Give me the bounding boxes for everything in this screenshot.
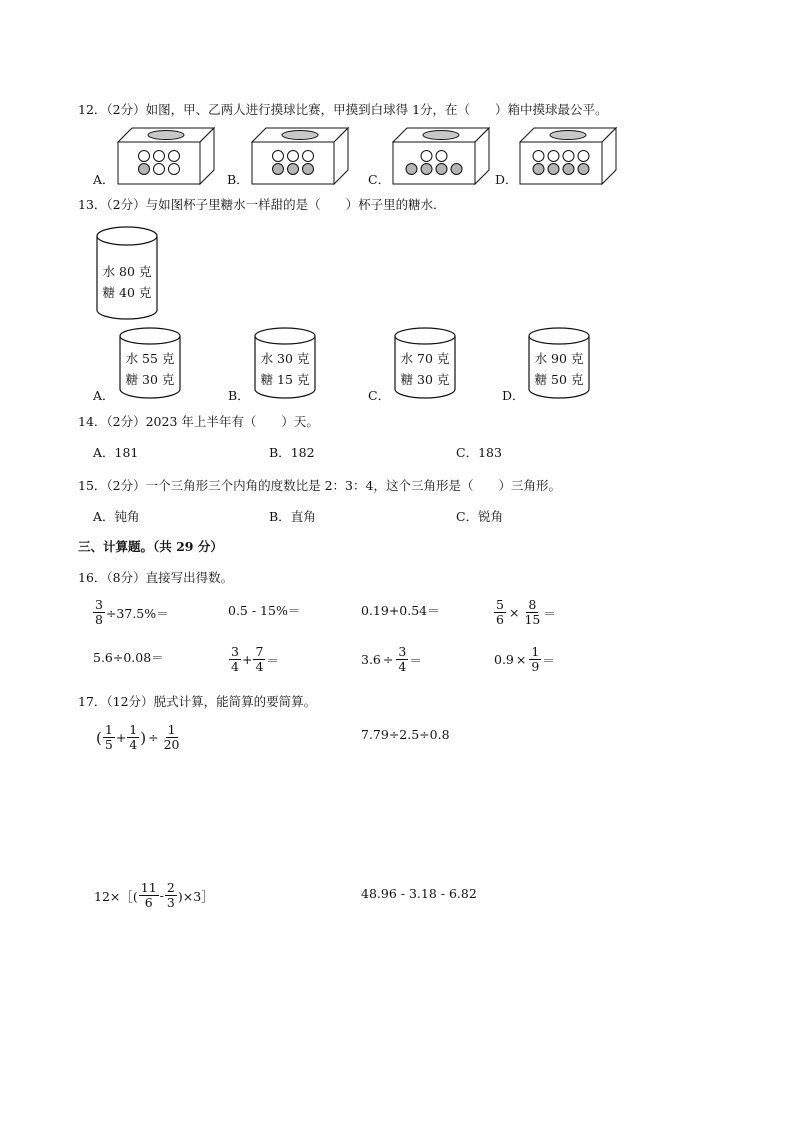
white-ball bbox=[273, 151, 284, 162]
white-ball bbox=[154, 164, 165, 175]
close-paren: ) bbox=[140, 728, 147, 747]
expression-rest: ÷37.5%＝ bbox=[105, 605, 169, 621]
option-label: B． bbox=[269, 445, 291, 460]
white-ball bbox=[154, 151, 165, 162]
grey-ball bbox=[421, 164, 432, 175]
q12-balls-a bbox=[118, 126, 218, 186]
fraction bbox=[162, 723, 182, 752]
option-label: A． bbox=[93, 509, 115, 524]
operator: + bbox=[241, 652, 253, 667]
cup-c-label bbox=[394, 348, 456, 390]
q16-item-2: 0.5 - 15%＝ bbox=[228, 603, 301, 618]
q13-option-c-label[interactable]: C． bbox=[368, 388, 391, 403]
operand: 3.6 bbox=[361, 652, 381, 667]
numerator: 3 bbox=[231, 644, 239, 659]
grey-ball bbox=[563, 164, 574, 175]
q16-item-7 bbox=[361, 645, 422, 674]
cup-a-sugar: 糖 30 克 bbox=[125, 372, 175, 387]
open-paren: ( bbox=[96, 728, 102, 747]
operator: + bbox=[115, 730, 127, 745]
reference-sugar: 糖 40 克 bbox=[102, 285, 152, 300]
q12-option-c-label[interactable]: C． bbox=[368, 172, 391, 187]
equals: ＝ bbox=[409, 652, 422, 668]
fraction bbox=[139, 881, 159, 910]
q14-option-c[interactable] bbox=[456, 445, 502, 461]
equals: ＝ bbox=[542, 652, 555, 668]
white-ball bbox=[563, 151, 574, 162]
numerator: 2 bbox=[166, 880, 175, 895]
question-text: 与如图杯子里糖水一样甜的是（ ）杯子里的糖水． bbox=[145, 197, 446, 212]
equals: ＝ bbox=[266, 652, 279, 668]
question-number: 12． bbox=[78, 102, 107, 117]
question-text: 脱式计算，能简算的要简算。 bbox=[153, 694, 317, 709]
q16-item-4 bbox=[493, 598, 556, 627]
question-text: 一个三角形三个内角的度数比是 2：3：4，这个三角形是（ ）三角形。 bbox=[145, 478, 561, 493]
cup-d-sugar: 糖 50 克 bbox=[534, 372, 584, 387]
denominator: 5 bbox=[104, 737, 113, 752]
q12-balls-d bbox=[520, 126, 620, 186]
reference-water: 水 80 克 bbox=[102, 264, 152, 279]
option-label: A． bbox=[93, 445, 115, 460]
question-points: （12分） bbox=[106, 694, 154, 709]
denominator: 4 bbox=[255, 659, 264, 674]
q12-option-a-label[interactable]: A． bbox=[93, 172, 115, 187]
grey-ball bbox=[548, 164, 559, 175]
numerator: 1 bbox=[129, 722, 138, 737]
grey-ball bbox=[288, 164, 299, 175]
grey-ball bbox=[451, 164, 462, 175]
operator: - bbox=[159, 888, 164, 903]
denominator: 6 bbox=[496, 612, 504, 627]
q13-option-a-label[interactable]: A． bbox=[93, 388, 115, 403]
equals: ＝ bbox=[543, 605, 556, 621]
fraction bbox=[229, 645, 241, 674]
white-ball bbox=[288, 151, 299, 162]
option-value: 181 bbox=[114, 445, 139, 460]
question-text: 如图，甲、乙两人进行摸球比赛，甲摸到白球得 1分，在（ ）箱中摸球最公平。 bbox=[145, 102, 608, 117]
option-value: 183 bbox=[478, 445, 502, 460]
q14-option-b[interactable] bbox=[269, 445, 315, 461]
denominator: 6 bbox=[144, 895, 153, 910]
denominator: 8 bbox=[95, 612, 103, 627]
cup-d-water: 水 90 克 bbox=[534, 351, 584, 366]
denominator: 3 bbox=[166, 895, 175, 910]
q13-stem bbox=[78, 197, 446, 213]
question-points: （8分） bbox=[106, 570, 146, 585]
white-ball bbox=[139, 151, 150, 162]
denominator: 15 bbox=[524, 612, 541, 627]
q16-stem bbox=[78, 570, 233, 586]
option-label: C． bbox=[456, 509, 479, 524]
white-ball bbox=[421, 151, 432, 162]
cup-a-water: 水 55 克 bbox=[125, 351, 175, 366]
question-number: 14． bbox=[78, 414, 107, 429]
question-number: 16． bbox=[78, 570, 107, 585]
q16-item-1 bbox=[92, 598, 169, 627]
question-number: 15． bbox=[78, 478, 107, 493]
q16-item-6 bbox=[228, 645, 279, 674]
fraction bbox=[522, 598, 542, 627]
question-points: （2分） bbox=[106, 197, 146, 212]
numerator: 5 bbox=[496, 597, 504, 612]
white-ball bbox=[578, 151, 589, 162]
denominator: 9 bbox=[531, 659, 540, 674]
q15-stem bbox=[78, 478, 561, 494]
q12-balls-b bbox=[252, 126, 352, 186]
q17-stem bbox=[78, 694, 316, 710]
cup-d-label bbox=[528, 348, 590, 390]
grey-ball bbox=[273, 164, 284, 175]
fraction bbox=[529, 645, 541, 674]
reference-cup-label bbox=[96, 261, 158, 303]
option-value: 直角 bbox=[290, 509, 316, 524]
cup-c-water: 水 70 克 bbox=[400, 351, 450, 366]
grey-ball bbox=[406, 164, 417, 175]
question-points: （2分） bbox=[106, 478, 146, 493]
white-ball bbox=[303, 151, 314, 162]
question-text: 2023 年上半年有（ ）天。 bbox=[145, 414, 319, 429]
question-points: （2分） bbox=[106, 414, 146, 429]
fraction bbox=[396, 645, 408, 674]
q15-option-b[interactable] bbox=[269, 509, 316, 525]
operator: × bbox=[508, 605, 520, 620]
q16-item-8 bbox=[494, 645, 555, 674]
question-text: 直接写出得数。 bbox=[145, 570, 234, 585]
numerator: 7 bbox=[255, 644, 264, 659]
q15-option-c[interactable] bbox=[456, 509, 503, 525]
option-label: B． bbox=[269, 509, 291, 524]
operator: ÷ bbox=[148, 730, 159, 745]
q13-option-d-label[interactable]: D． bbox=[502, 388, 525, 403]
fraction bbox=[165, 881, 177, 910]
expression-prefix: 12×［( bbox=[94, 888, 138, 904]
q17-expression-1 bbox=[96, 723, 183, 752]
denominator: 4 bbox=[129, 737, 138, 752]
expression-suffix: )×3］ bbox=[177, 888, 214, 904]
q16-item-5: 5.6÷0.08＝ bbox=[93, 650, 164, 665]
denominator: 4 bbox=[398, 659, 407, 674]
white-ball bbox=[548, 151, 559, 162]
q17-expression-3 bbox=[94, 881, 214, 910]
q16-item-3: 0.19+0.54＝ bbox=[361, 603, 440, 618]
q14-option-a[interactable] bbox=[93, 445, 138, 461]
question-number: 17． bbox=[78, 694, 107, 709]
question-points: （2分） bbox=[106, 102, 146, 117]
q12-option-d-label[interactable]: D． bbox=[495, 172, 518, 187]
q17-expression-4: 48.96 - 3.18 - 6.82 bbox=[361, 886, 477, 901]
operator: ÷ bbox=[382, 652, 394, 667]
q14-stem bbox=[78, 414, 319, 430]
grey-ball bbox=[139, 164, 150, 175]
white-ball bbox=[436, 151, 447, 162]
option-value: 182 bbox=[290, 445, 315, 460]
white-ball bbox=[533, 151, 544, 162]
fraction bbox=[253, 645, 265, 674]
numerator: 3 bbox=[398, 644, 407, 659]
denominator: 20 bbox=[163, 737, 180, 752]
q12-balls-c bbox=[393, 126, 493, 186]
white-ball bbox=[169, 164, 180, 175]
question-number: 13． bbox=[78, 197, 107, 212]
cup-b-sugar: 糖 15 克 bbox=[260, 372, 310, 387]
operand: 0.9 bbox=[494, 652, 514, 667]
fraction bbox=[494, 598, 506, 627]
q12-option-b-label[interactable]: B． bbox=[227, 172, 249, 187]
cup-a-label bbox=[119, 348, 181, 390]
numerator: 1 bbox=[104, 722, 113, 737]
grey-ball bbox=[578, 164, 589, 175]
q15-option-a[interactable] bbox=[93, 509, 140, 525]
fraction bbox=[93, 598, 105, 627]
numerator: 1 bbox=[531, 644, 540, 659]
denominator: 4 bbox=[231, 659, 239, 674]
numerator: 11 bbox=[140, 880, 157, 895]
cup-c-sugar: 糖 30 克 bbox=[400, 372, 450, 387]
fraction bbox=[127, 723, 139, 752]
cup-b-water: 水 30 克 bbox=[260, 351, 310, 366]
option-value: 锐角 bbox=[478, 509, 504, 524]
numerator: 1 bbox=[167, 722, 176, 737]
q13-option-b-label[interactable]: B． bbox=[228, 388, 250, 403]
grey-ball bbox=[533, 164, 544, 175]
section-title: 三、计算题。（共 29 分） bbox=[78, 539, 223, 554]
fraction bbox=[103, 723, 115, 752]
numerator: 8 bbox=[528, 597, 537, 612]
numerator: 3 bbox=[95, 597, 103, 612]
q12-stem bbox=[78, 102, 608, 118]
white-ball bbox=[169, 151, 180, 162]
option-label: C． bbox=[456, 445, 479, 460]
grey-ball bbox=[303, 164, 314, 175]
operator: × bbox=[515, 652, 527, 667]
option-value: 钝角 bbox=[114, 509, 140, 524]
cup-b-label bbox=[254, 348, 316, 390]
q17-expression-2: 7.79÷2.5÷0.8 bbox=[361, 727, 450, 742]
grey-ball bbox=[436, 164, 447, 175]
